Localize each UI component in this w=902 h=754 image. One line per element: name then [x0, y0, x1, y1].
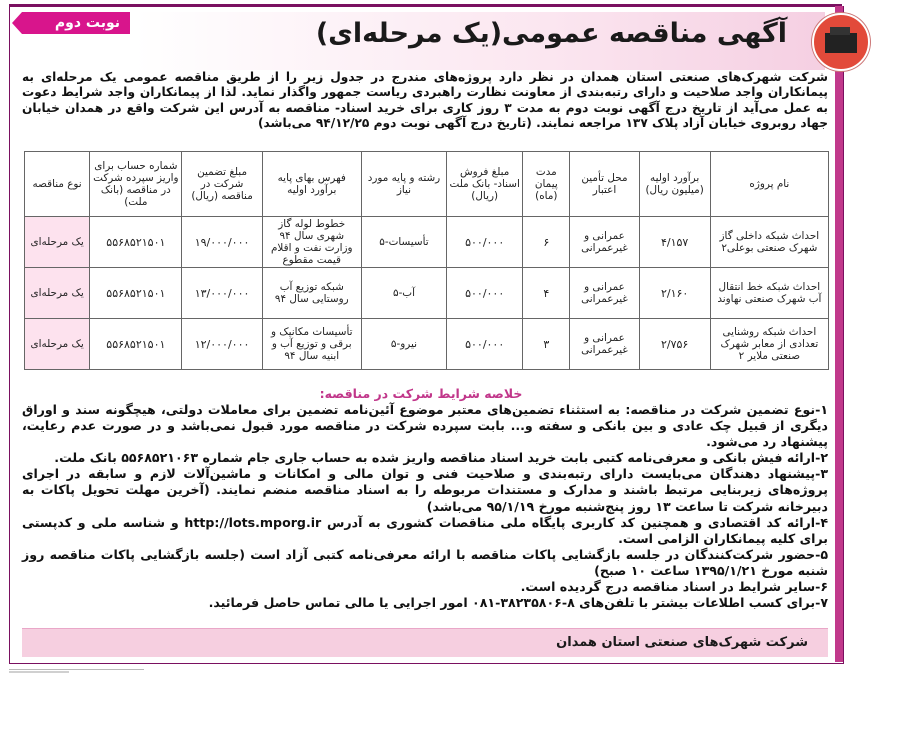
cell-guarantee-amount: ۱۹/۰۰۰/۰۰۰ — [182, 217, 262, 268]
intro-paragraph: شرکت شهرک‌های صنعتی استان همدان در نظر دارد پروژه‌های مندرج در جدول زیر را از طریق مناقصه عمومی یک مرحله‌ای به پیمانکاران واجد صلاحیت و دارای رتبه‌بندی از معاونت نظارت راهبردی ریاست جمهور واگذار نماید. لذا از پیمانکاران واجد شرایط دعوت به عمل می‌آید از تاریخ درج آگهی نوبت دوم به مدت ۳ روز کاری برای خرید اسناد- مناقصه به آدرس این شرکت واقع در همدان خیابان جهاد روبروی خیابان آزاد پلاک ۱۳۷ مراجعه نمایند. (تاریخ درج آگهی نوبت دوم ۹۴/۱۲/۲۵ می‌باشد) — [22, 70, 828, 131]
cell-funding-source: عمرانی و غیرعمرانی — [570, 268, 639, 319]
col-price-list: فهرس بهای پایه برآورد اولیه — [262, 152, 361, 217]
table-row — [25, 217, 829, 268]
cell-document-price: ۵۰۰/۰۰۰ — [447, 268, 523, 319]
col-tender-type: نوع مناقصه — [25, 152, 90, 217]
page-title: آگهی مناقصه عمومی(یک مرحله‌ای) — [315, 18, 787, 49]
col-duration: مدت پیمان (ماه) — [523, 152, 570, 217]
col-document-price: مبلغ فروش اسناد- بانک ملت (ریال) — [447, 152, 523, 217]
condition-item: ۶-سایر شرایط در اسناد مناقصه درج گردیده است. — [520, 579, 828, 595]
cell-account-number: ۵۵۶۸۵۲۱۵۰۱ — [90, 217, 182, 268]
conditions-heading-text: خلاصه شرایط شرکت در مناقصه: — [319, 386, 523, 401]
cell-initial-estimate: ۲/۷۵۶ — [639, 319, 710, 370]
footer-company-name: شرکت شهرک‌های صنعتی استان همدان — [556, 635, 808, 650]
condition-item: ۳-پیشنهاد دهندگان می‌بایست دارای رتبه‌بندی و صلاحیت فنی و توان مالی و امکانات و ماشین‌آلات لازم و سابقه در اجرای پروژه‌های زیربنایی مرتبط باشند و مدارک و مستندات مربوطه را به اسناد مناقصه منضم نمایند. (آخرین مهلت تحویل پاکات به دبیرخانه شرکت تا ساعت ۱۳ روز پنج‌شنبه مورخ ۹۵/۱/۱۹ می‌باشد) — [22, 466, 828, 514]
cell-account-number: ۵۵۶۸۵۲۱۵۰۱ — [90, 319, 182, 370]
cell-project-name: احداث شبکه داخلی گاز شهرک صنعتی بوعلی۲ — [710, 217, 828, 268]
table-row — [25, 319, 829, 370]
cell-initial-estimate: ۲/۱۶۰ — [639, 268, 710, 319]
cell-duration: ۶ — [523, 217, 570, 268]
cell-tender-type: یک مرحله‌ای — [25, 217, 90, 268]
cell-required-grade: آب-۵ — [361, 268, 446, 319]
cell-required-grade: تأسیسات-۵ — [361, 217, 446, 268]
cell-duration: ۴ — [523, 268, 570, 319]
cell-initial-estimate: ۴/۱۵۷ — [639, 217, 710, 268]
cell-document-price: ۵۰۰/۰۰۰ — [447, 319, 523, 370]
condition-item: ۱-نوع تضمین شرکت در مناقصه: به استثناء تضمین‌های معتبر موضوع آئین‌نامه تضمین برای معاملات دولتی، هیچگونه سند و اوراق دیگری از قبیل چک عادی و بین بانکی و سفته و... بابت سپرده شرکت در مناقصه مورد قبول نمی‌باشد و در صورت عدم رعایت، پیشنهاد رد می‌شود. — [22, 402, 828, 450]
projects-table — [24, 151, 829, 370]
divider — [9, 669, 144, 670]
col-required-grade: رشته و پایه مورد نیاز — [361, 152, 446, 217]
condition-item: ۷-برای کسب اطلاعات بیشتر با تلفن‌های ۸-۳۸۲۳۵۸۰۶-۰۸۱ امور اجرایی یا مالی تماس حاصل فرمائید. — [208, 595, 828, 611]
table-header-row — [25, 152, 829, 217]
cell-document-price: ۵۰۰/۰۰۰ — [447, 217, 523, 268]
col-initial-estimate: برآورد اولیه (میلیون ریال) — [639, 152, 710, 217]
issue-badge: نوبت دوم — [22, 12, 130, 34]
conditions-heading — [0, 386, 902, 401]
col-funding-source: محل تأمین اعتبار — [570, 152, 639, 217]
conditions-list — [22, 402, 828, 611]
cell-guarantee-amount: ۱۲/۰۰۰/۰۰۰ — [182, 319, 262, 370]
divider — [9, 671, 69, 673]
cell-price-list: شبکه توزیع آب روستایی سال ۹۴ — [262, 268, 361, 319]
cell-project-name: احداث شبکه روشنایی تعدادی از معابر شهرک صنعتی ملایر ۲ — [710, 319, 828, 370]
condition-item: ۵-حضور شرکت‌کنندگان در جلسه بازگشایی پاکات مناقصه با ارائه معرفی‌نامه کتبی آزاد است (جلسه بازگشایی پاکات مناقصه روز شنبه مورخ ۱۳۹۵/۱/۲۱ ساعت ۱۰ صبح) — [22, 546, 828, 578]
cell-required-grade: نیرو-۵ — [361, 319, 446, 370]
cell-tender-type: یک مرحله‌ای — [25, 268, 90, 319]
col-project-name: نام پروژه — [710, 152, 828, 217]
cell-guarantee-amount: ۱۳/۰۰۰/۰۰۰ — [182, 268, 262, 319]
col-guarantee-amount: مبلغ تضمین شرکت در مناقصه (ریال) — [182, 152, 262, 217]
side-accent-bar — [835, 6, 843, 662]
col-account-number: شماره حساب برای واریز سپرده شرکت در مناقصه (بانک ملت) — [90, 152, 182, 217]
cell-duration: ۳ — [523, 319, 570, 370]
cell-tender-type: یک مرحله‌ای — [25, 319, 90, 370]
cell-funding-source: عمرانی و غیرعمرانی — [570, 217, 639, 268]
company-logo — [812, 13, 870, 71]
condition-item: ۲-ارائه فیش بانکی و معرفی‌نامه کتبی بابت خرید اسناد مناقصه واریز شده به حساب جاری جام شماره ۵۵۶۸۵۲۱۰۶۳ بانک ملت. — [54, 450, 828, 466]
cell-account-number: ۵۵۶۸۵۲۱۵۰۱ — [90, 268, 182, 319]
cell-price-list: تأسیسات مکانیک و برقی و توزیع آب و ابنیه سال ۹۴ — [262, 319, 361, 370]
cell-price-list: خطوط لوله گاز شهری سال ۹۴ وزارت نفت و اقلام قیمت مقطوع — [262, 217, 361, 268]
condition-item: ۴-ارائه کد اقتصادی و همچنین کد کاربری پایگاه ملی مناقصات کشوری به آدرس http://lots.mporg.ir و شناسه ملی و کدپستی برای کلیه پیمانکاران الزامی است. — [22, 514, 829, 546]
table-row — [25, 268, 829, 319]
cell-project-name: احداث شبکه خط انتقال آب شهرک صنعتی نهاوند — [710, 268, 828, 319]
footer-band — [22, 628, 828, 657]
cell-funding-source: عمرانی و غیرعمرانی — [570, 319, 639, 370]
